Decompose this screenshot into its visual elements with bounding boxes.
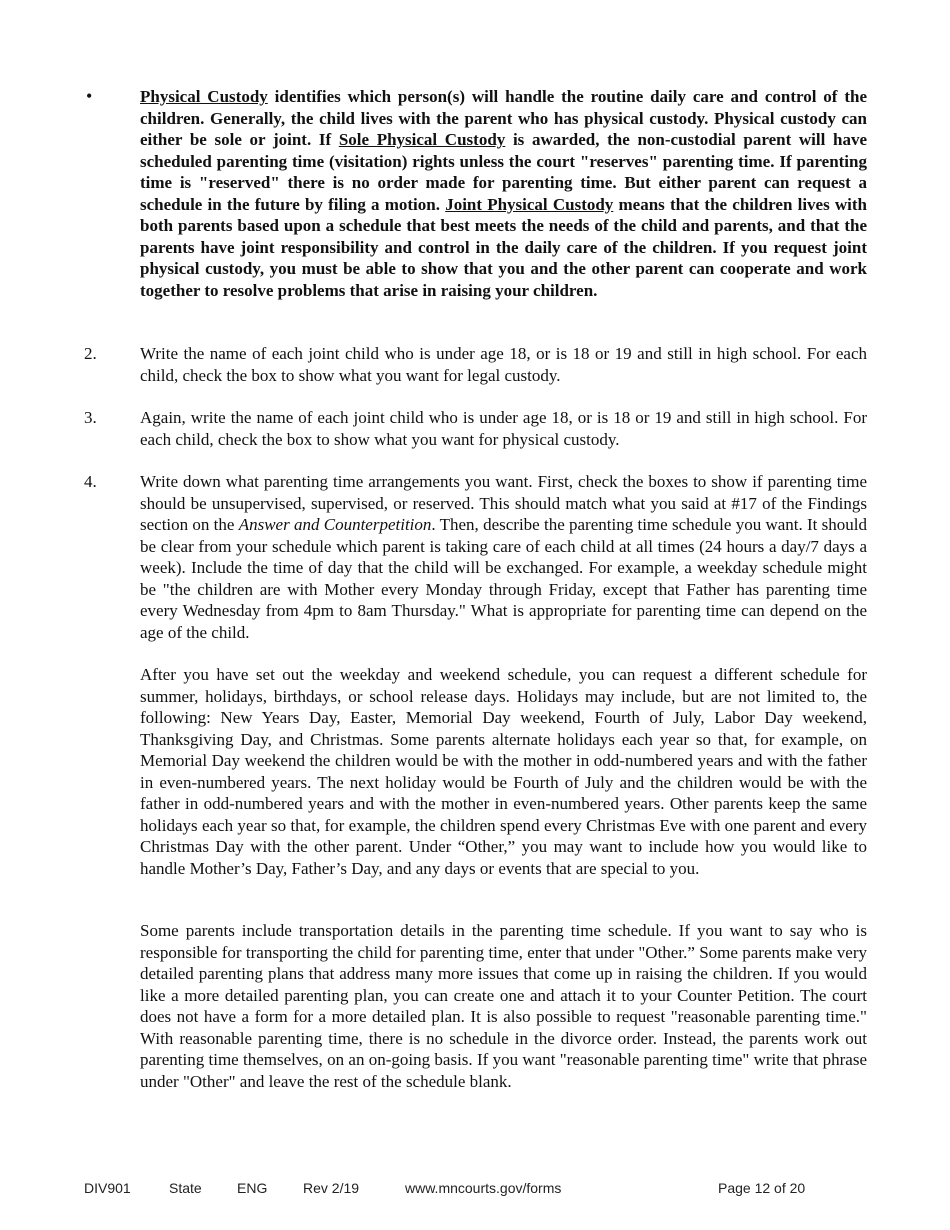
item-number: 4. bbox=[84, 472, 97, 491]
physical-custody-paragraph bbox=[140, 86, 867, 301]
transportation-paragraph: Some parents include transportation details in the parenting time schedule. If you want to say who is responsible for transporting the child for parenting time, enter that under "Other.” Some parents make very detailed parenting plans that address many more issues that come up in raising the children. If you would like a more detailed parenting plan, you can create one and attach it to your Counter Petition. The court does not have a form for a more detailed plan. It is also possible to request "reasonable parenting time." With reasonable parenting time, there is no schedule in the divorce order. Instead, the parents work out parenting time themselves, on an on-going basis. If you want "reasonable parenting time" write that phrase under "Other" and leave the rest of the schedule blank. bbox=[140, 921, 867, 1091]
instruction-text: Again, write the name of each joint child who is under age 18, or is 18 or 19 and still in high school. For each child, check the box to show what you want for physical custody. bbox=[140, 408, 867, 449]
footer-page-number: Page 12 of 20 bbox=[718, 1180, 806, 1196]
parenting-time-paragraph bbox=[140, 471, 867, 643]
physical-custody-text-2: is awarded, the non-custodial parent will have scheduled parenting time (visitation) rights unless the court "reserves" parenting time. If parenting time is "reserved" there is no order made for parenting time. But either parent can request a schedule in the future by filing a motion. bbox=[140, 130, 868, 214]
term-physical-custody: Physical Custody bbox=[140, 87, 268, 106]
footer-url-link[interactable]: www.mncourts.gov/forms bbox=[405, 1180, 562, 1196]
holiday-schedule-paragraph: After you have set out the weekday and weekend schedule, you can request a different schedule for summer, holidays, birthdays, or school release days. Holidays may include, but are not limited to, the following: New Years Day, Easter, Memorial Day weekend, Fourth of July, Labor Day weekend, Thanksgiving Day, and Christmas. Some parents alternate holidays each year so that, for example, on Memorial Day weekend the children would be with the mother in odd-numbered years and with the father in even-numbered years. The next holiday would be Fourth of July and the children would be with the father in odd-numbered years and with the mother in even-numbered years. Other parents keep the same holidays each year so that, for example, the children spend every Christmas Eve with one parent and every Christmas Day with the other parent. Under “Other,” you may want to include how you would like to handle Mother’s Day, Father’s Day, and any days or events that are special to you. bbox=[140, 665, 867, 878]
page-footer bbox=[0, 1180, 950, 1200]
parenting-time-text-b: . Then, describe the parenting time schedule you want. It should be clear from your schedule which parent is taking care of each child at all times (24 hours a day/7 days a week). Include the time of day that the child will be exchanged. For example, a weekday schedule might be "the children are with Mother every Monday through Friday, except that Father has parenting time every Wednesday from 4pm to 8am Thursday." What is appropriate for parenting time can depend on the age of the child. bbox=[140, 515, 868, 642]
term-sole-physical-custody: Sole Physical Custody bbox=[338, 130, 506, 149]
item-number: 2. bbox=[84, 344, 97, 363]
footer-language: ENG bbox=[237, 1180, 268, 1196]
bullet-marker: • bbox=[86, 86, 93, 106]
footer-form-id: DIV901 bbox=[84, 1180, 131, 1196]
term-joint-physical-custody: Joint Physical Custody bbox=[445, 194, 614, 214]
physical-custody-text-3: means that the children lives with both parents based upon a schedule that best meets the needs of the child and parents, and that the parents have joint responsibility and control in the daily care of the children. If you request joint physical custody, you must be able to show that you and the other parent can cooperate and work together to resolve problems that arise in raising your children. bbox=[140, 194, 868, 300]
instruction-text: Write the name of each joint child who is under age 18, or is 18 or 19 and still in high school. For each child, check the box to show what you want for legal custody. bbox=[140, 344, 867, 385]
physical-custody-text-1: identifies which person(s) will handle the routine daily care and control of the children. Generally, the child lives with the parent who has physical custody. Physical custody can either be sole or joint. If bbox=[140, 87, 867, 149]
footer-state: State bbox=[169, 1180, 202, 1196]
parenting-time-text-a: Write down what parenting time arrangements you want. First, check the boxes to show if parenting time should be unsupervised, supervised, or reserved. This should match what you said at #17 of the Findings section on the bbox=[140, 472, 867, 534]
footer-revision: Rev 2/19 bbox=[303, 1180, 360, 1196]
form-title-italic: Answer and Counterpetition bbox=[238, 515, 432, 534]
item-number: 3. bbox=[84, 408, 97, 427]
